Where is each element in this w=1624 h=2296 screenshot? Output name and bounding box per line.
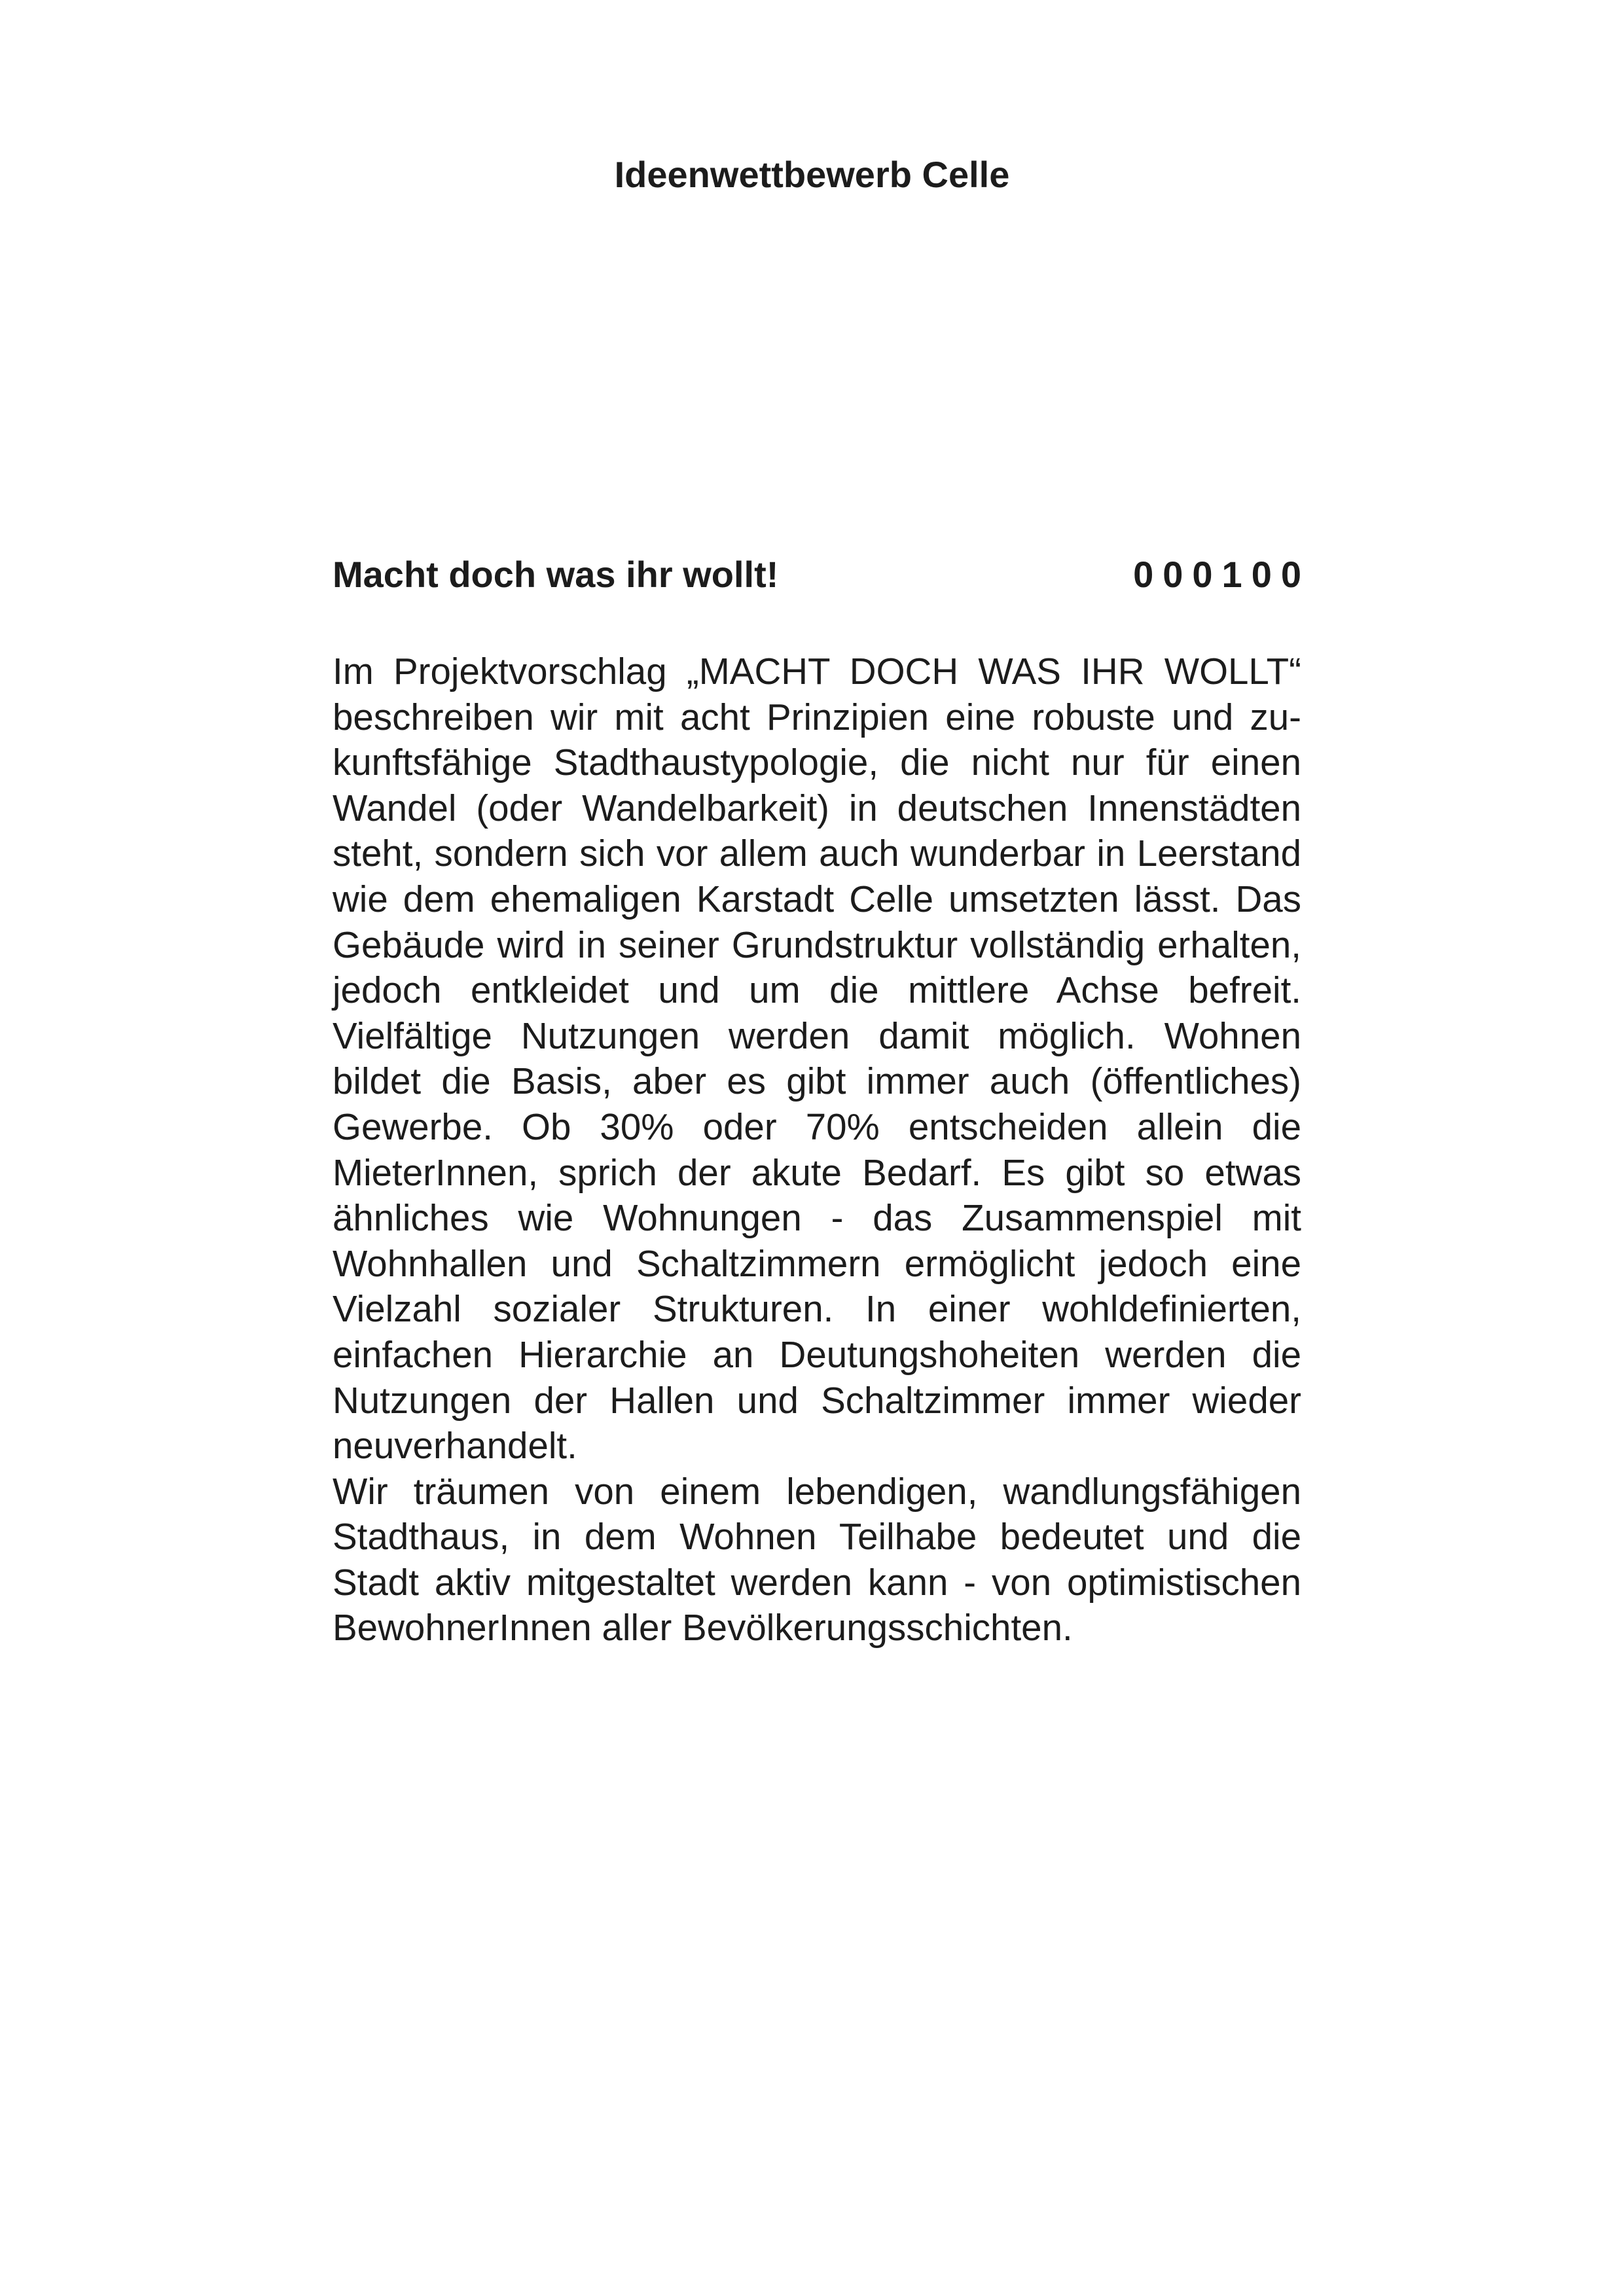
project-description: [333, 649, 1301, 1651]
project-header: [333, 552, 1310, 598]
project-code: 000100: [1133, 554, 1310, 595]
description-paragraph-1: Im Projektvorschlag „MACHT DOCH WAS IHR WOLLT“ beschreiben wir mit acht Prinzipien eine robuste und zukunftsfähige Stadthaustypologie, die nicht nur für einen Wandel (oder Wandelbarkeit) in deutschen Innenstädten steht, sondern sich vor allem auch wunderbar in Leerstand wie dem ehemaligen Karstadt Celle umsetzten lässt. Das Gebäude wird in seiner Grundstruktur vollständig erhalten, jedoch entkleidet und um die mittlere Achse befreit. Vielfältige Nutzungen werden damit möglich. Wohnen bildet die Basis, aber es gibt immer auch (öffentliches) Gewerbe. Ob 30% oder 70% entscheiden allein die MieterInnen, sprich der akute Bedarf. Es gibt so etwas ähnliches wie Wohnungen - das Zusammenspiel mit Wohnhallen und Schaltzimmern ermöglicht jedoch eine Vielzahl sozialer Strukturen. In einer wohldefinierten, einfachen Hierarchie an Deutungshoheiten werden die Nutzungen der Hallen und Schaltzimmer immer wieder neuverhandelt.: [333, 651, 1301, 1467]
description-paragraph-2: Wir träumen von einem lebendigen, wandlungsfähigen Stadthaus, in dem Wohnen Teilhabe bedeutet und die Stadt aktiv mitgestaltet werden kann - von optimistischen BewohnerInnen aller Bevölkerungsschichten.: [333, 1470, 1301, 1649]
project-name: Macht doch was ihr wollt!: [333, 554, 779, 595]
document-title: Ideenwettbewerb Celle: [614, 154, 1010, 195]
project-section: [333, 552, 1310, 1651]
